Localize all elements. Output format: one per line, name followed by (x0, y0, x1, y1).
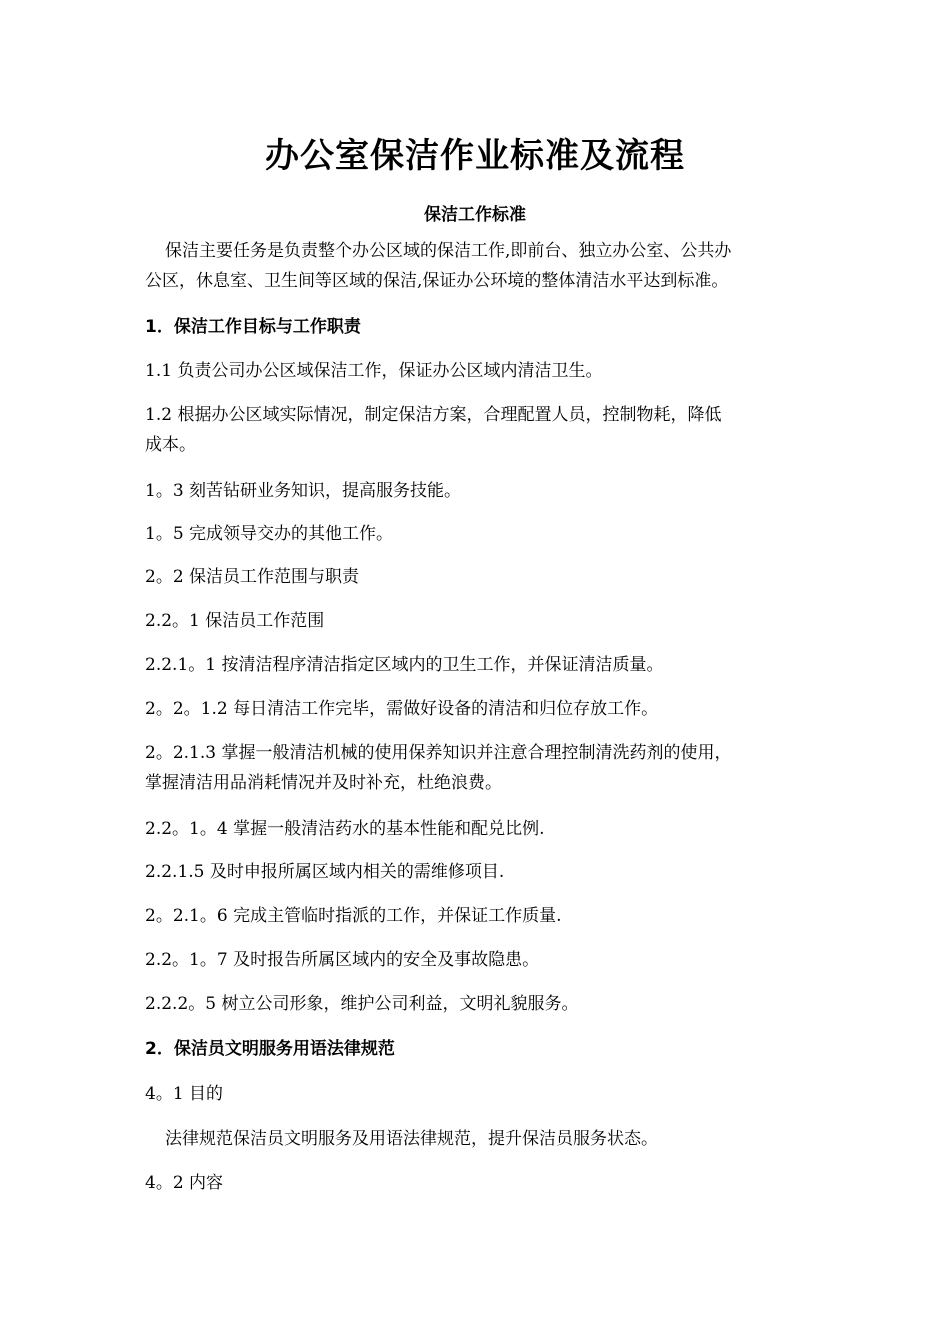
paragraph-4-1-body: 法律规范保洁员文明服务及用语法律规范，提升保洁员服务状态。 (165, 1129, 658, 1149)
section-1-heading: 1．保洁工作目标与工作职责 (145, 317, 361, 337)
paragraph-2-2-1-4: 2.2。1。4 掌握一般清洁药水的基本性能和配兑比例. (145, 819, 545, 839)
paragraph-4-2: 4。2 内容 (145, 1173, 224, 1193)
paragraph-2-2-1-5: 2.2.1.5 及时申报所属区域内相关的需维修项目. (145, 862, 505, 882)
paragraph-2-2-1-1: 2.2.1。1 按清洁程序清洁指定区域内的卫生工作，并保证清洁质量。 (145, 655, 664, 675)
paragraph-2-2: 2。2 保洁员工作范围与职责 (145, 567, 360, 587)
intro-paragraph-line-1: 保洁主要任务是负责整个办公区域的保洁工作,即前台、独立办公室、公共办 (165, 241, 732, 261)
paragraph-2-2-1-3-line-2: 掌握清洁用品消耗情况并及时补充，杜绝浪费。 (145, 773, 502, 793)
document-title: 办公室保洁作业标准及流程 (265, 136, 685, 176)
paragraph-1-2-line-2: 成本。 (145, 435, 196, 455)
paragraph-1-1: 1.1 负责公司办公区域保洁工作，保证办公区域内清洁卫生。 (145, 361, 603, 381)
paragraph-2-2-1-3-line-1: 2。2.1.3 掌握一般清洁机械的使用保养知识并注意合理控制清洗药剂的使用， (145, 743, 732, 763)
paragraph-2-2-2-5: 2.2.2。5 树立公司形象，维护公司利益，文明礼貌服务。 (145, 994, 579, 1014)
paragraph-2-2-1-2: 2。2。1.2 每日清洁工作完毕，需做好设备的清洁和归位存放工作。 (145, 699, 659, 719)
intro-paragraph-line-2: 公区，休息室、卫生间等区域的保洁,保证办公环境的整体清洁水平达到标准。 (145, 271, 729, 291)
paragraph-1-3: 1。3 刻苦钻研业务知识，提高服务技能。 (145, 481, 462, 501)
paragraph-1-5: 1。5 完成领导交办的其他工作。 (145, 524, 394, 544)
section-subtitle: 保洁工作标准 (424, 205, 526, 225)
paragraph-4-1: 4。1 目的 (145, 1084, 224, 1104)
paragraph-2-2-1-7: 2.2。1。7 及时报告所属区域内的安全及事故隐患。 (145, 950, 540, 970)
paragraph-2-2-1-6: 2。2.1。6 完成主管临时指派的工作，并保证工作质量. (145, 906, 562, 926)
section-2-heading: 2．保洁员文明服务用语法律规范 (145, 1039, 395, 1059)
paragraph-1-2-line-1: 1.2 根据办公区域实际情况，制定保洁方案，合理配置人员，控制物耗，降低 (145, 405, 722, 425)
paragraph-2-2-1: 2.2。1 保洁员工作范围 (145, 611, 325, 631)
